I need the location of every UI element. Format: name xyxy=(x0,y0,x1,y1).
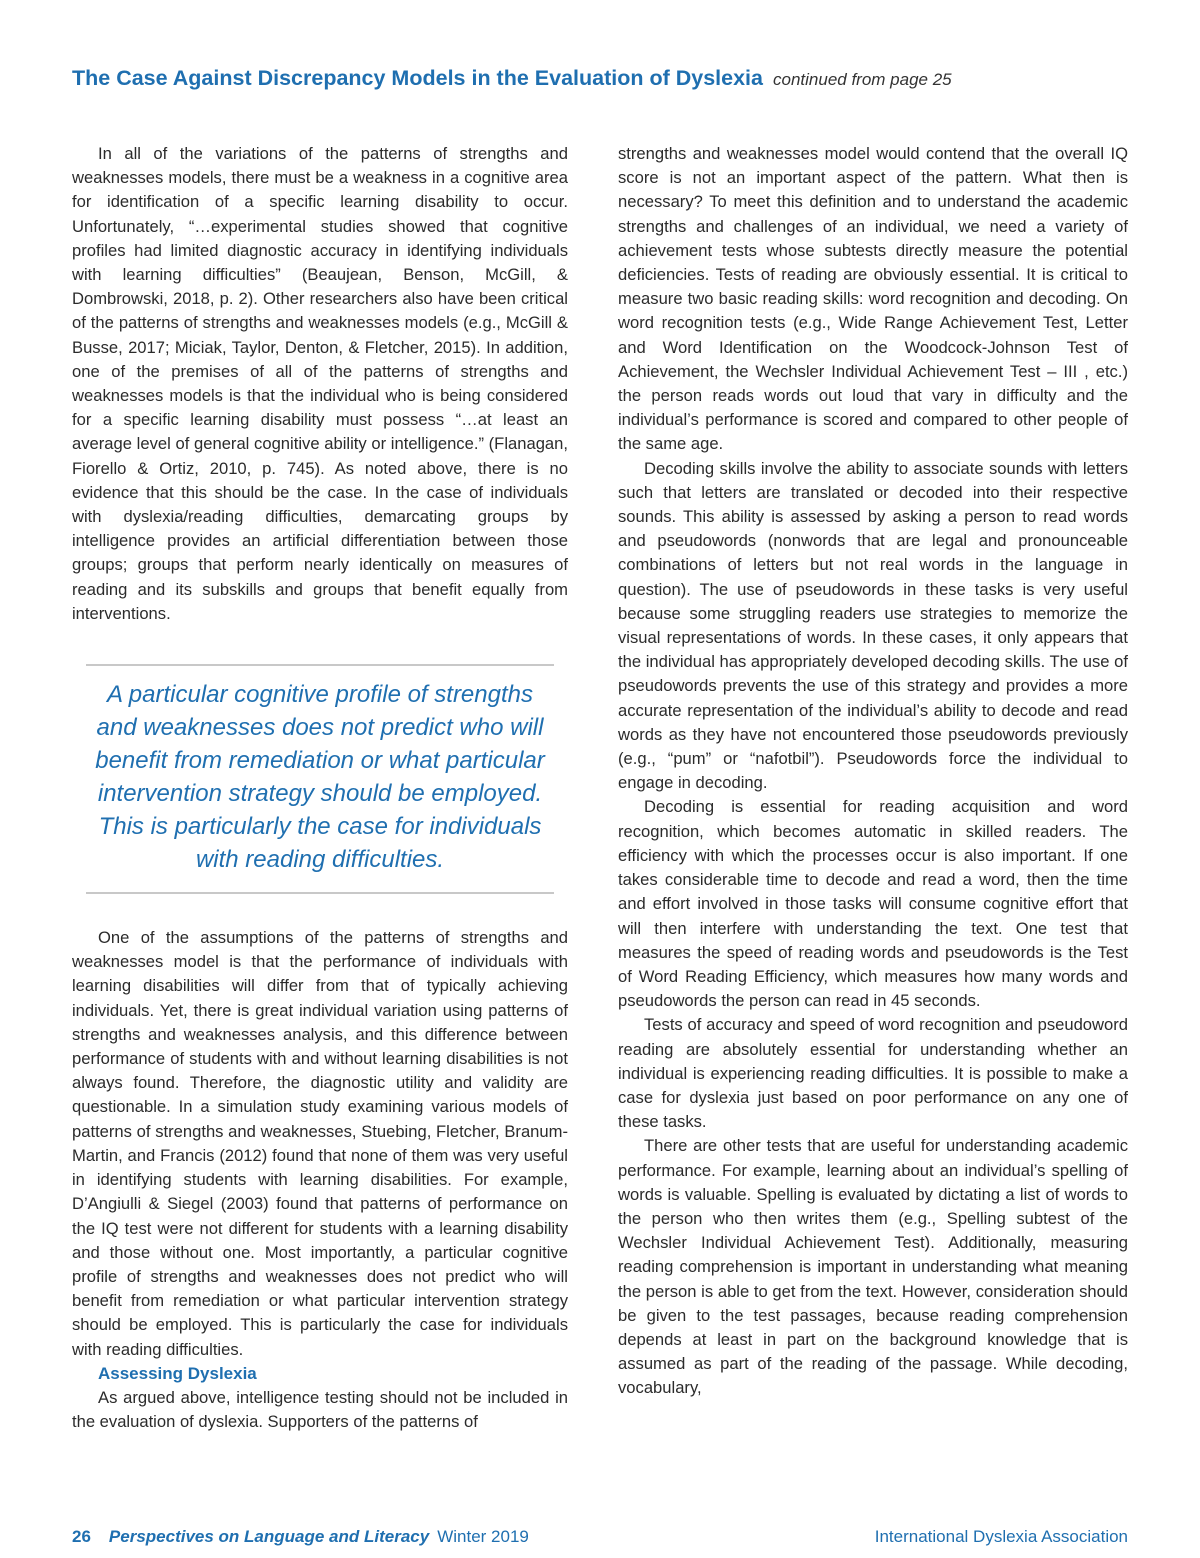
article-title: The Case Against Discrepancy Models in the Evaluation of Dyslexia xyxy=(72,66,763,90)
body-paragraph: Decoding skills involve the ability to associate sounds with letters such that letters are translated or decoded into their respective sounds. This ability is assessed by asking a person to read words and pseudowords (nonwords that are legal and pronounceable combinations of letters but not real words in the language in question). The use of pseudowords in these tasks is very useful because some struggling readers use strategies to memorize the visual representations of words. In these cases, it only appears that the individual has appropriately developed decoding skills. The use of pseudowords prevents the use of this strategy and provides a more accurate representation of the individual’s ability to decode and read words as they have not encountered those pseudowords previously (e.g., “pum” or “nafotbil”). Pseudowords force the individual to engage in decoding. xyxy=(618,458,1128,793)
running-header xyxy=(72,66,1152,91)
issue-label: Winter 2019 xyxy=(437,1527,529,1546)
page-footer xyxy=(72,1527,1128,1553)
page-number: 26 xyxy=(72,1527,91,1546)
publication-name: Perspectives on Language and Literacy xyxy=(108,1527,430,1546)
left-column xyxy=(72,142,568,1434)
body-paragraph: Decoding is essential for reading acquisition and word recognition, which becomes automatic in skilled readers. The efficiency with which the processes occur is also important. If one takes considerable time to decode and read a word, then the time and effort involved in those tasks will consume cognitive effort that will then interfere with understanding the text. One test that measures the speed of reading words and pseudowords is the Test of Word Reading Efficiency, which measures how many words and pseudowords the person can read in 45 seconds. xyxy=(618,797,1128,1011)
body-paragraph: As argued above, intelligence testing should not be included in the evaluation of dyslexia. Supporters of the patterns of xyxy=(72,1387,568,1432)
organization-name: International Dyslexia Association xyxy=(874,1527,1128,1546)
right-column xyxy=(618,142,1128,1401)
body-paragraph: There are other tests that are useful for understanding academic performance. For example, learning about an individual’s spelling of words is valuable. Spelling is evaluated by dictating a list of words to the person who then writes them (e.g., Spelling subtest of the Wechsler Individual Achievement Test). Additionally, measuring reading comprehension is important in understanding what meaning the person is able to get from the text. However, consideration should be given to the test passages, because reading comprehension depends at least in part on the background knowledge that is assumed as part of the reading of the passage. While decoding, vocabulary, xyxy=(618,1136,1128,1398)
body-paragraph: One of the assumptions of the patterns of strengths and weaknesses model is that the performance of individuals with learning disabilities will differ from that of typically achieving individuals. Yet, there is great individual variation using patterns of strengths and weaknesses analysis, and this difference between performance of students with and without learning disabilities is not always found. Therefore, the diagnostic utility and validity are questionable. In a simulation study examining various models of patterns of strengths and weaknesses, Stuebing, Fletcher, Branum-Martin, and Francis (2012) found that none of them was very useful in identifying students with learning disabilities. For example, D’Angiulli & Siegel (2003) found that patterns of performance on the IQ test were not different for students with a learning disability and those without one. Most importantly, a particular cognitive profile of strengths and weaknesses does not predict who will benefit from remediation or what particular intervention strategy should be employed. This is particularly the case for individuals with reading difficulties. xyxy=(72,928,568,1359)
continued-note: continued from page 25 xyxy=(773,70,952,89)
section-heading: Assessing Dyslexia xyxy=(98,1363,257,1383)
body-paragraph: In all of the variations of the patterns of strengths and weaknesses models, there must be a weakness in a cognitive area for identification of a specific learning disability to occur. Unfortunately, “…experimental studies showed that cognitive profiles had limited diagnostic accuracy in identifying individuals with learning difficulties” (Beaujean, Benson, McGill, & Dombrowski, 2018, p. 2). Other researchers also have been critical of the patterns of strengths and weaknesses models (e.g., McGill & Busse, 2017; Miciak, Taylor, Denton, & Fletcher, 2015). In addition, one of the premises of all of the patterns of strengths and weaknesses models is that the individual who is being considered for a specific learning disability must possess “…at least an average level of general cognitive ability or intelligence.” (Flanagan, Fiorello & Ortiz, 2010, p. 745). As noted above, there is no evidence that this should be the case. In the case of individuals with dyslexia/reading difficulties, demarcating groups by intelligence provides an artificial differentiation between those groups; groups that perform nearly identically on measures of reading and its subskills and groups that benefit equally from interventions. xyxy=(72,144,568,623)
body-paragraph: strengths and weaknesses model would contend that the overall IQ score is not an important aspect of the pattern. What then is necessary? To meet this definition and to understand the academic strengths and challenges of an individual, we need a variety of achievement tests whose subtests directly measure the potential deficiencies. Tests of reading are obviously essential. It is critical to measure two basic reading skills: word recognition and decoding. On word recognition tests (e.g., Wide Range Achievement Test, Letter and Word Identification on the Woodcock-Johnson Test of Achievement, the Wechsler Individual Achievement Test – III , etc.) the person reads words out loud that vary in difficulty and the individual’s performance is scored and compared to other people of the same age. xyxy=(618,144,1128,454)
pull-quote: A particular cognitive profile of strengths and weaknesses does not predict who will benefit from remediation or what particular intervention strategy should be employed. This is particularly the case for individuals with reading difficulties. xyxy=(86,664,554,894)
body-paragraph: Tests of accuracy and speed of word recognition and pseudoword reading are absolutely essential for understanding whether an individual is experiencing reading difficulties. It is possible to make a case for dyslexia just based on poor performance on any one of these tasks. xyxy=(618,1015,1128,1132)
